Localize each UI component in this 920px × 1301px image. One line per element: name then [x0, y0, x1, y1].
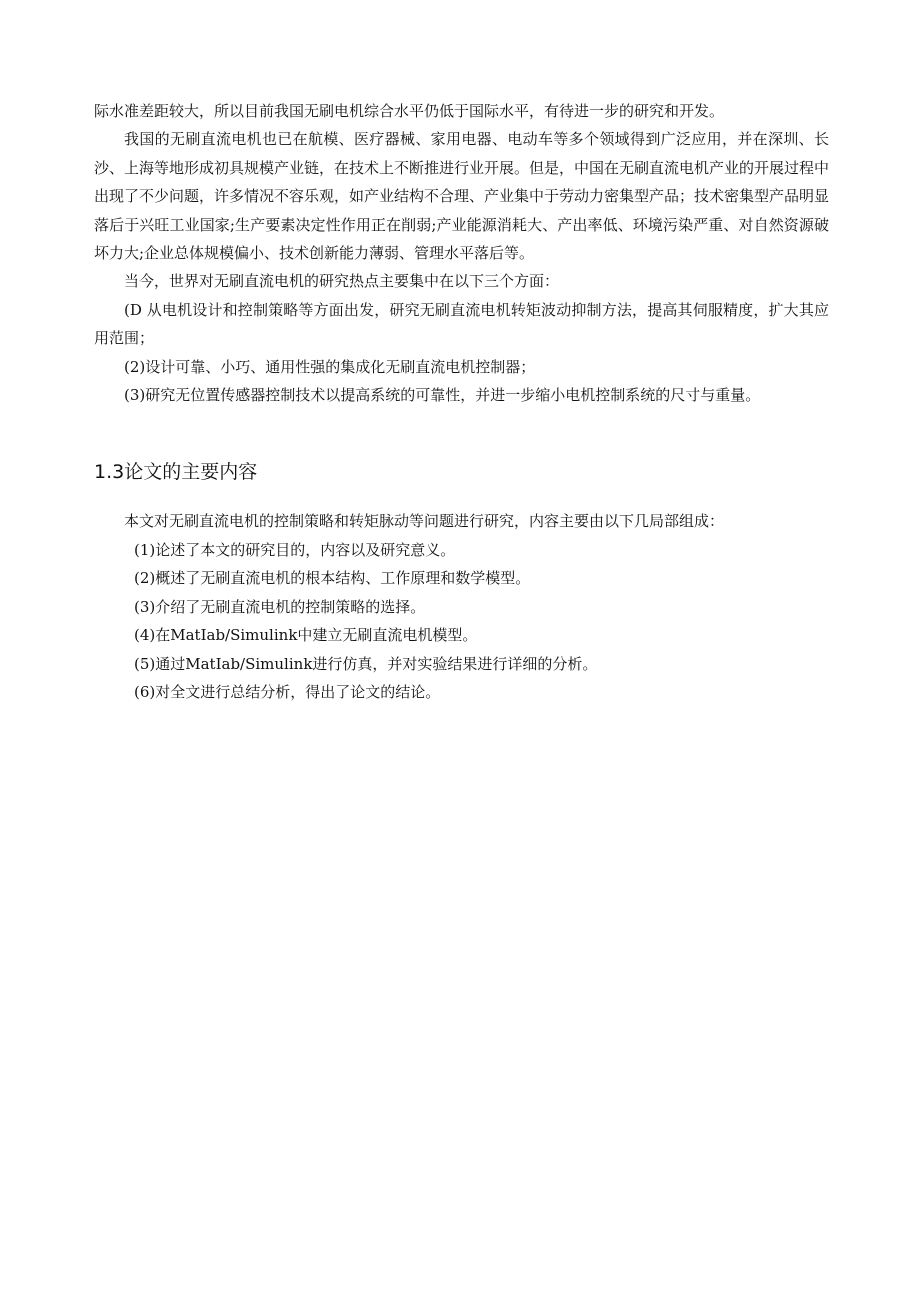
page-content — [94, 97, 829, 706]
list-item: (5)通过MatIab/Simulink进行仿真，并对实验结果进行详细的分析。 — [134, 654, 598, 673]
hotspot-item-1: (D 从电机设计和控制策略等方面出发，研究无刷直流电机转矩波动抑制方法，提高其伺服精度，扩大其应用范围； — [94, 300, 829, 348]
paragraph-continuation: 际水准差距较大，所以目前我国无刷电机综合水平仍低于国际水平，有待进一步的研究和开发。 — [94, 102, 725, 120]
content-list — [94, 536, 829, 706]
section-heading: 1.3论文的主要内容 — [94, 461, 258, 484]
list-item: (1)论述了本文的研究目的，内容以及研究意义。 — [134, 540, 456, 559]
hotspot-item-2: (2)设计可靠、小巧、通用性强的集成化无刷直流电机控制器； — [124, 357, 536, 376]
section-intro: 本文对无刷直流电机的控制策略和转矩脉动等问题进行研究，内容主要由以下几局部组成： — [124, 512, 725, 531]
section-main-content — [94, 507, 829, 706]
list-item: (2)概述了无刷直流电机的根本结构、工作原理和数学模型。 — [134, 569, 531, 588]
list-item: (4)在MatIab/Simulink中建立无刷直流电机模型。 — [134, 626, 478, 645]
list-item: (3)介绍了无刷直流电机的控制策略的选择。 — [134, 597, 426, 616]
paragraph-industry: 我国的无刷直流电机也已在航模、医疗器械、家用电器、电动车等多个领域得到广泛应用，并在深圳、长沙、上海等地形成初具规模产业链，在技术上不断推进行业开展。但是，中国在无刷直流电机产业的开展过程中出现了不少问题，许多情况不容乐观，如产业结构不合理、产业集中于劳动力密集型产品；技术密集型产品明显落后于兴旺工业国家;生产要素决定性作用正在削弱;产业能源消耗大、产出率低、环境污染严重、对自然资源破坏力大;企业总体规模偏小、技术创新能力薄弱、管理水平落后等。 — [94, 130, 830, 263]
list-item: (6)对全文进行总结分析，得出了论文的结论。 — [134, 682, 441, 701]
paragraph-research-hotspots: 当今，世界对无刷直流电机的研究热点主要集中在以下三个方面： — [124, 272, 560, 291]
hotspot-item-3: (3)研究无位置传感器控制技术以提高系统的可靠性，并进一步缩小电机控制系统的尺寸与重量。 — [124, 386, 761, 405]
